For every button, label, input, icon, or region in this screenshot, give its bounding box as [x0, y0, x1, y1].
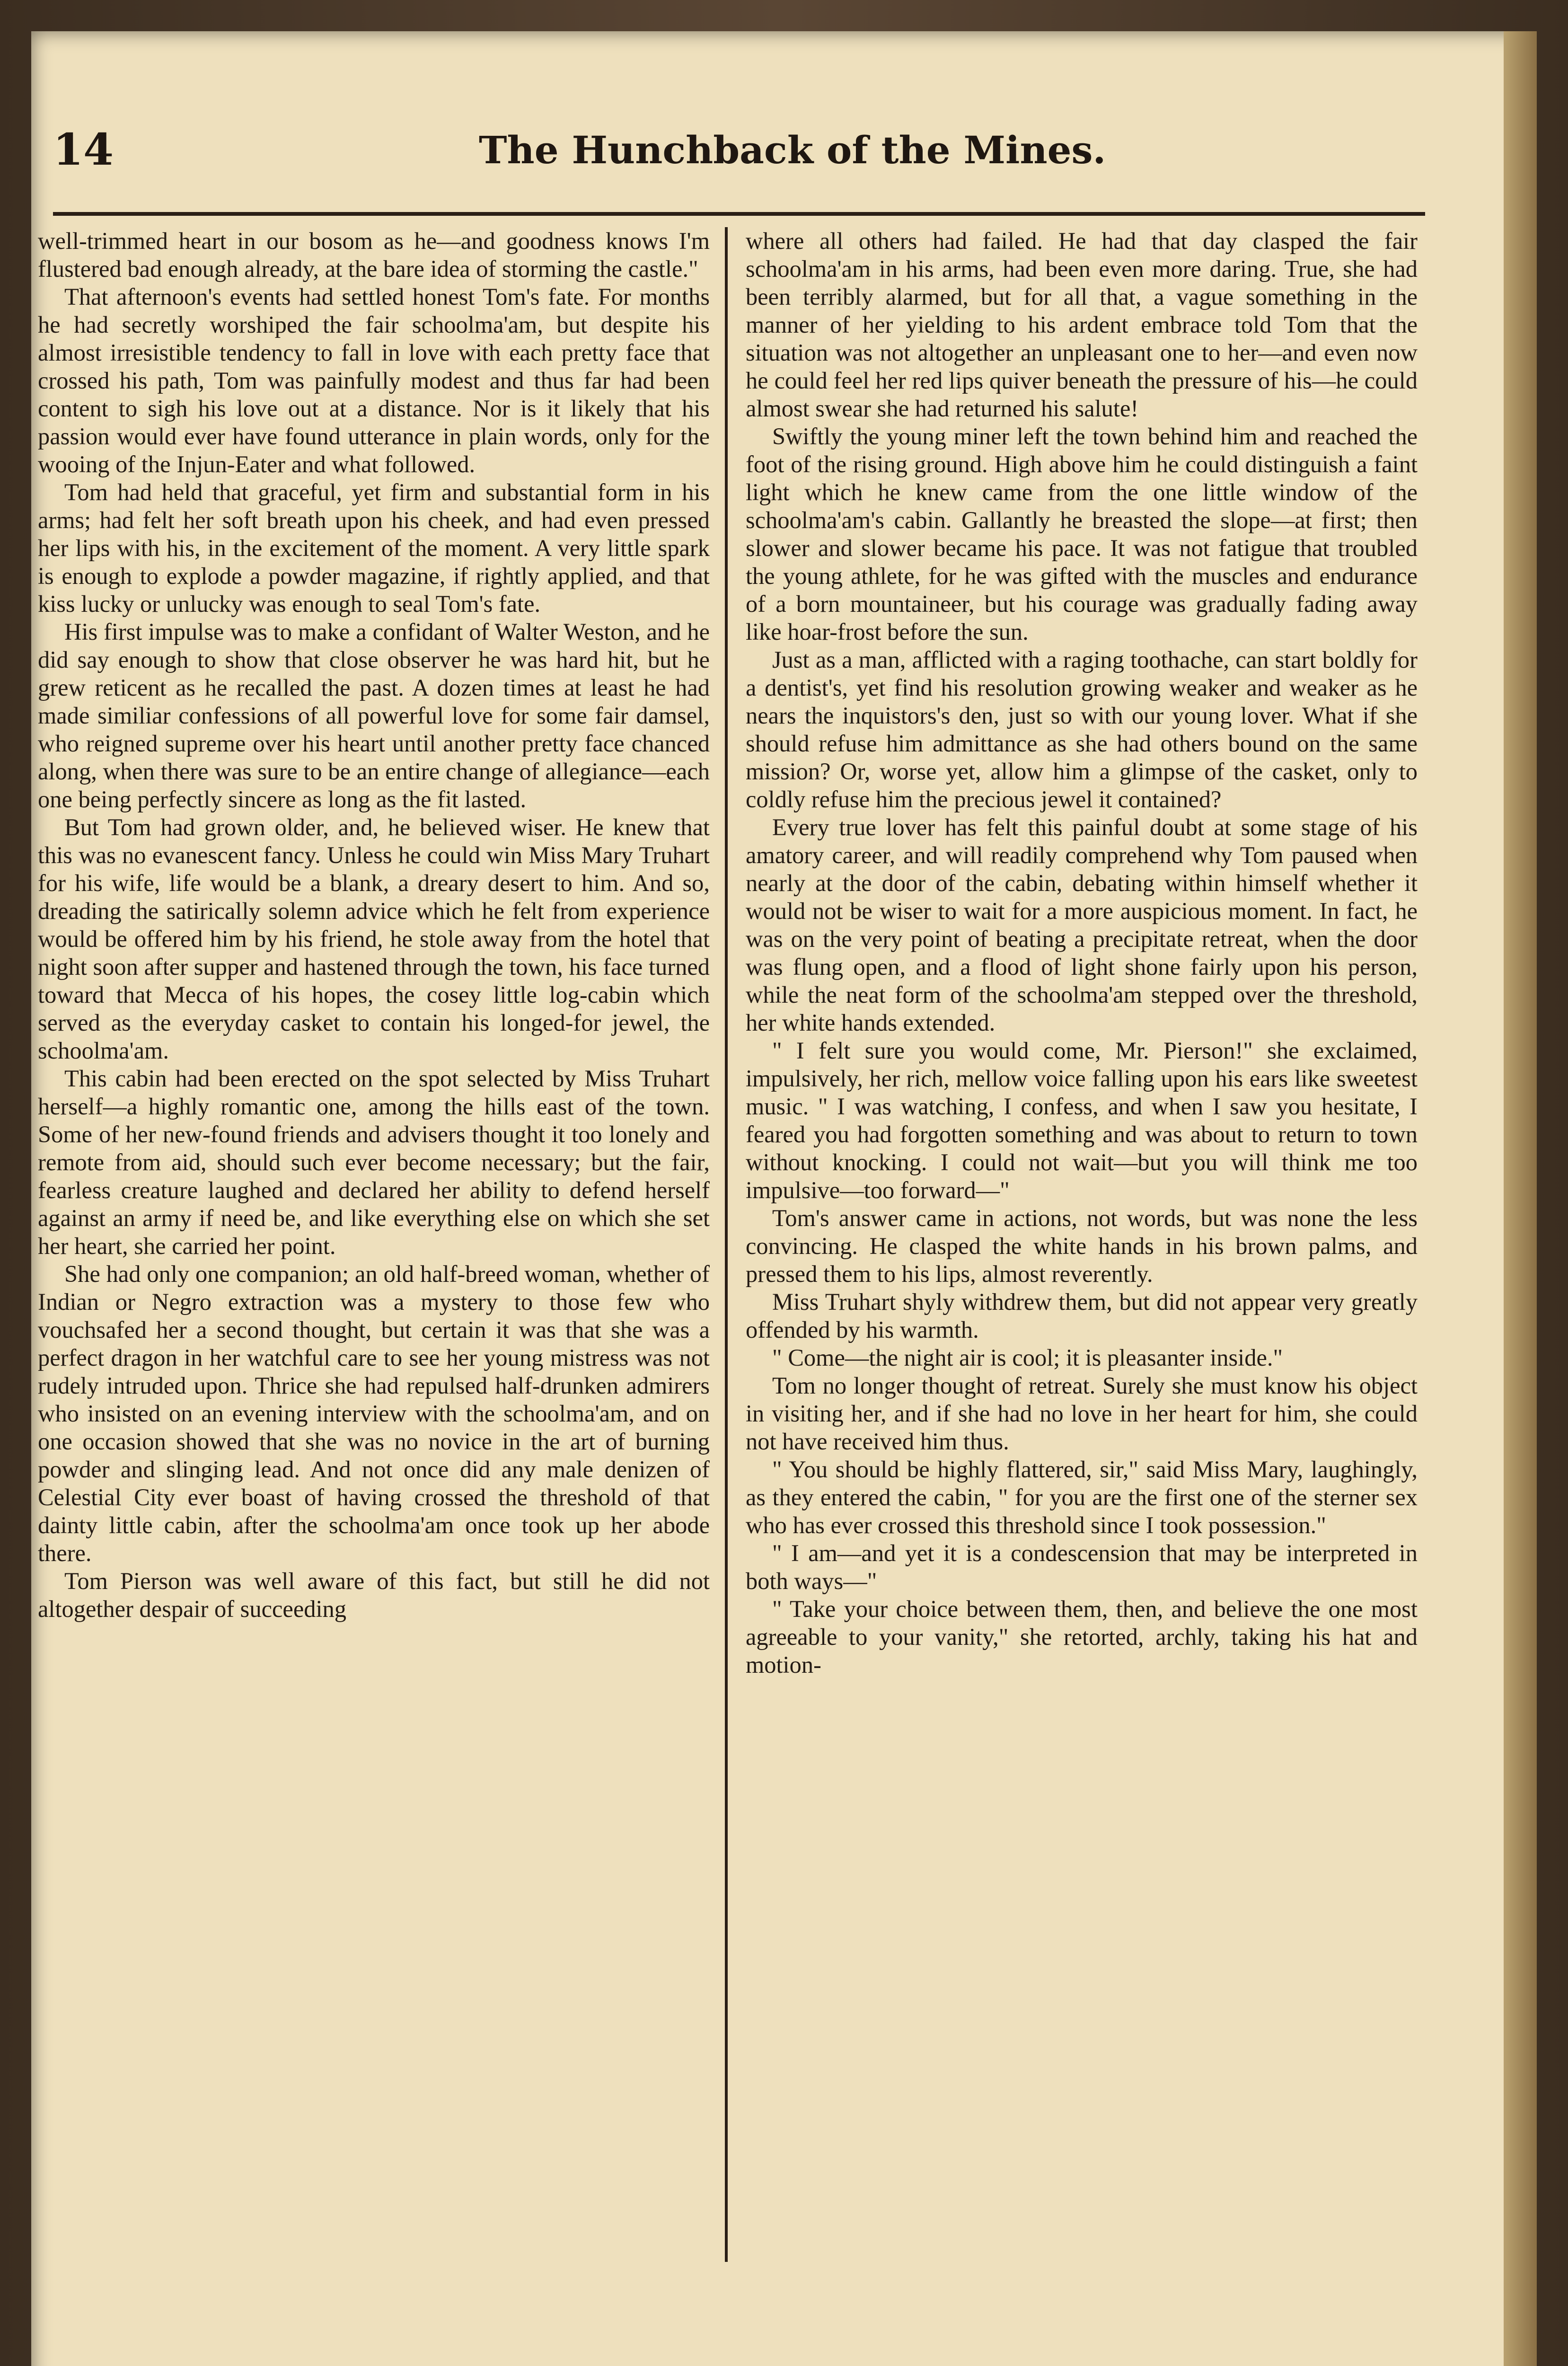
paragraph: " I felt sure you would come, Mr. Pierson!" she exclaimed, impulsively, her rich, mellow voice falling upon his ears like sweetest music. " I was watching, I confess, and when I saw you hesitate, I feared you had forgotten something and was about to return to town without knocking. I could not wait—but you will think me too impulsive—too forward—" [746, 1037, 1418, 1203]
paragraph: Tom Pierson was well aware of this fact, but still he did not altogether despair of succeeding [38, 1568, 710, 1622]
paragraph: Swiftly the young miner left the town behind him and reached the foot of the rising ground. High above him he could distinguish a faint light which he knew came from the one little window of the schoolma'am's cabin. Gallantly he breasted the slope—at first; then slower and slower became his pace. It was not fatigue that troubled the young athlete, for he was gifted with the muscles and endurance of a born mountaineer, but his courage was gradually fading away like hoar-frost before the sun. [746, 423, 1418, 645]
page-number: 14 [53, 124, 114, 175]
paragraph: Tom's answer came in actions, not words, but was none the less convincing. He clasped the white hands in his brown palms, and pressed them to his lips, almost reverently. [746, 1205, 1418, 1287]
page-header [53, 124, 1425, 181]
header-rule [53, 212, 1425, 216]
paragraph: She had only one companion; an old half-breed woman, whether of Indian or Negro extraction was a mystery to those few who vouchsafed her a second thought, but certain it was that she was a perfect dragon in her watchful care to see her young mistress was not rudely intruded upon. Thrice she had repulsed half-drunken admirers who insisted on an evening interview with the schoolma'am, and on one occasion showed that she was no novice in the art of burning powder and slinging lead. And not once did any male denizen of Celestial City ever boast of having crossed the threshold of that dainty little cabin, after the schoolma'am once took up her abode there. [38, 1261, 710, 1566]
left-column [38, 227, 710, 2262]
paragraph: Tom had held that graceful, yet firm and substantial form in his arms; had felt her soft breath upon his cheek, and had even pressed her lips with his, in the excitement of the moment. A very little spark is enough to explode a powder magazine, if rightly applied, and that kiss lucky or unlucky was enough to seal Tom's fate. [38, 479, 710, 617]
paragraph: His first impulse was to make a confidant of Walter Weston, and he did say enough to show that close observer he was hard hit, but he grew reticent as he recalled the past. A dozen times at least he had made similiar confessions of all powerful love for some fair damsel, who reigned supreme over his heart until another pretty face chanced along, when there was sure to be an entire change of allegiance—each one being perfectly sincere as long as the fit lasted. [38, 618, 710, 812]
paragraph: Tom no longer thought of retreat. Surely she must know his object in visiting her, and if she had no love in her heart for him, she could not have received him thus. [746, 1372, 1418, 1455]
paragraph: where all others had failed. He had that day clasped the fair schoolma'am in his arms, had been even more daring. True, she had been terribly alarmed, but for all that, a vague something in the manner of her yielding to his ardent embrace told Tom that the situation was not altogether an unpleasant one to her—and even now he could feel her red lips quiver beneath the pressure of his—he could almost swear she had returned his salute! [746, 228, 1418, 422]
right-column [746, 227, 1418, 2262]
paragraph: " You should be highly flattered, sir," said Miss Mary, laughingly, as they entered the cabin, " for you are the first one of the sterner sex who has ever crossed this threshold since I took possession." [746, 1456, 1418, 1538]
paragraph: Just as a man, afflicted with a raging toothache, can start boldly for a dentist's, yet find his resolution growing weaker and weaker as he nears the inquistors's den, just so with our young lover. What if she should refuse him admittance as she had others bound on the same mission? Or, worse yet, allow him a glimpse of the casket, only to coldly refuse him the precious jewel it contained? [746, 646, 1418, 812]
paragraph: That afternoon's events had settled honest Tom's fate. For months he had secretly worshiped the fair schoolma'am, but despite his almost irresistible tendency to fall in love with each pretty face that crossed his path, Tom was painfully modest and thus far had been content to sigh his love out at a distance. Nor is it likely that his passion would ever have found utterance in plain words, only for the wooing of the Injun-Eater and what followed. [38, 283, 710, 477]
paragraph: " Come—the night air is cool; it is pleasanter inside." [772, 1344, 1283, 1371]
paragraph: But Tom had grown older, and, he believed wiser. He knew that this was no evanescent fancy. Unless he could win Miss Mary Truhart for his wife, life would be a blank, a dreary desert to him. And so, dreading the satirically solemn advice which he felt from experience would be offered him by his friend, he stole away from the hotel that night soon after supper and hastened through the town, his face turned toward that Mecca of his hopes, the cosey little log-cabin which served as the everyday casket to contain his longed-for jewel, the schoolma'am. [38, 814, 710, 1064]
paragraph: Miss Truhart shyly withdrew them, but did not appear very greatly offended by his warmth. [746, 1289, 1418, 1343]
paragraph: " Take your choice between them, then, and believe the one most agreeable to your vanity," she retorted, archly, taking his hat and motion- [746, 1596, 1418, 1678]
running-title: The Hunchback of the Mines. [479, 128, 1106, 172]
page-edge [1504, 31, 1537, 2366]
paragraph: " I am—and yet it is a condescension that may be interpreted in both ways—" [746, 1540, 1418, 1594]
paragraph: well-trimmed heart in our bosom as he—and goodness knows I'm flustered bad enough already, at the bare idea of storming the castle." [38, 228, 710, 282]
paragraph: Every true lover has felt this painful doubt at some stage of his amatory career, and will readily comprehend why Tom paused when nearly at the door of the cabin, debating within himself whether it would not be wiser to wait for a more auspicious moment. In fact, he was on the very point of beating a precipitate retreat, when the door was flung open, and a flood of light shone fairly upon his person, while the neat form of the schoolma'am stepped over the threshold, her white hands extended. [746, 814, 1418, 1036]
column-divider [725, 227, 728, 2262]
paragraph: This cabin had been erected on the spot selected by Miss Truhart herself—a highly romantic one, among the hills east of the town. Some of her new-found friends and advisers thought it too lonely and remote from aid, should such ever become necessary; but the fair, fearless creature laughed and declared her ability to defend herself against an army if need be, and like everything else on which she set her heart, she carried her point. [38, 1065, 710, 1259]
